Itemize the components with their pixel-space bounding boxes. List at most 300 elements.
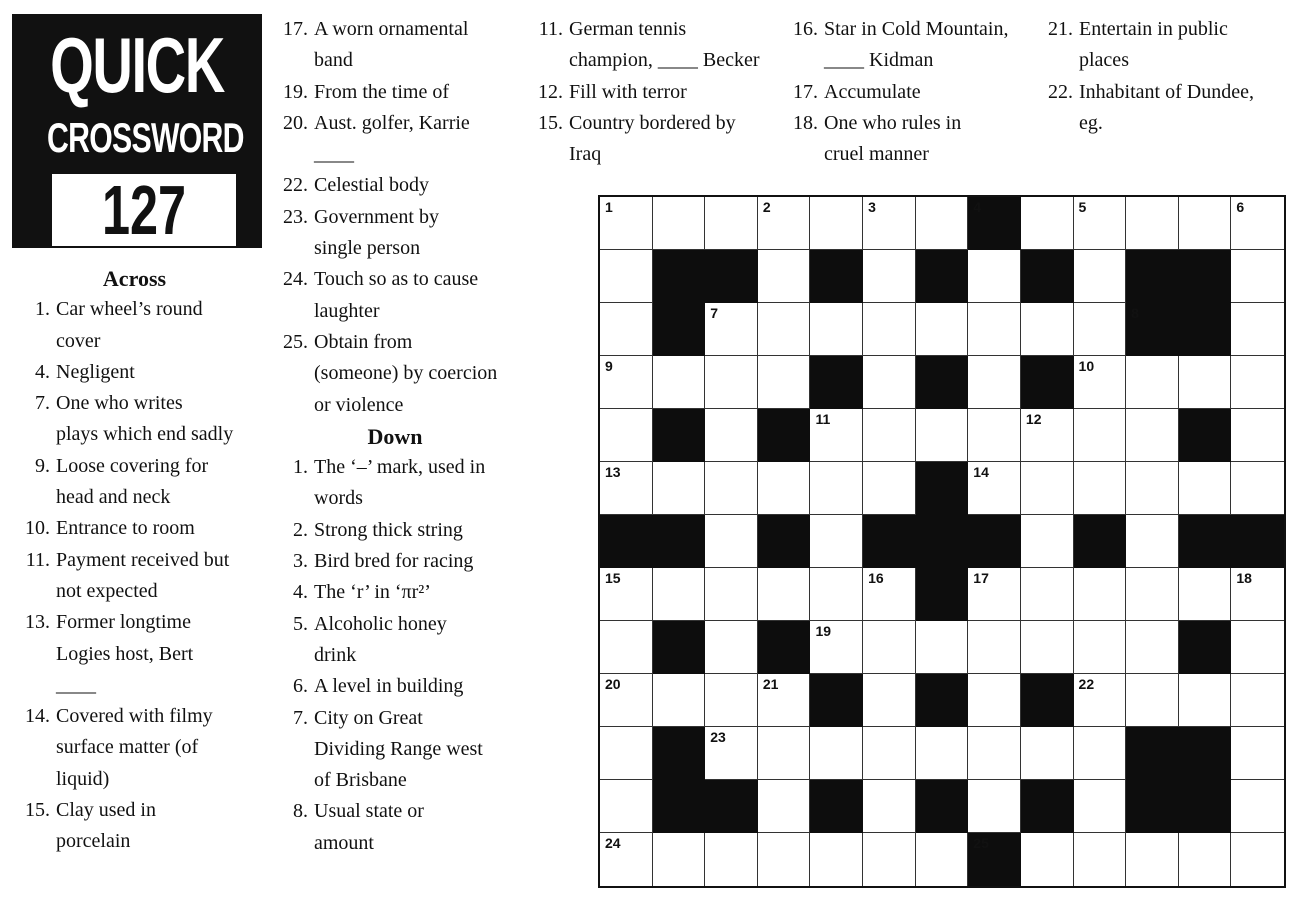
clue-item xyxy=(1035,77,1295,140)
grid-cell[interactable] xyxy=(758,780,811,833)
clue-text-line: surface matter (of xyxy=(56,736,199,759)
grid-cell[interactable] xyxy=(1179,356,1232,409)
grid-cell[interactable] xyxy=(600,833,653,886)
grid-cell-black xyxy=(653,409,706,462)
grid-cell[interactable] xyxy=(1074,780,1127,833)
clue-text-line: One who writes xyxy=(56,392,183,415)
grid-cell[interactable] xyxy=(810,409,863,462)
grid-cell[interactable] xyxy=(1126,621,1179,674)
cell-number: 2 xyxy=(762,199,771,215)
grid-cell[interactable] xyxy=(1231,462,1284,515)
cell-number: 6 xyxy=(1236,199,1245,215)
grid-cell[interactable] xyxy=(705,356,758,409)
grid-cell[interactable] xyxy=(1126,833,1179,886)
cell-number: 5 xyxy=(1078,199,1087,215)
puzzle-number-box xyxy=(52,171,236,249)
grid-cell[interactable] xyxy=(1231,409,1284,462)
crossword-grid xyxy=(598,195,1286,888)
clue-number: 12. xyxy=(538,80,563,103)
clue-text-line: Logies host, Bert xyxy=(56,642,194,665)
clue-text-line: ____ Kidman xyxy=(824,49,934,72)
clue-text-line: Fill with terror xyxy=(569,80,687,103)
clue-number: 13. xyxy=(25,611,50,634)
cell-number: 14 xyxy=(973,464,989,480)
clue-number: 7. xyxy=(293,706,308,729)
clue-item xyxy=(780,108,1035,171)
clue-item xyxy=(270,546,520,577)
clue-item xyxy=(12,357,257,388)
grid-cell-black xyxy=(758,409,811,462)
grid-cell[interactable] xyxy=(705,462,758,515)
grid-cell[interactable] xyxy=(863,250,916,303)
grid-cell[interactable] xyxy=(916,197,969,250)
clue-number: 6. xyxy=(293,675,308,698)
clue-text-line: A worn ornamental xyxy=(314,18,469,40)
clue-text-line: Iraq xyxy=(569,143,602,166)
grid-cell-black xyxy=(1179,409,1232,462)
grid-cell-black xyxy=(916,674,969,727)
grid-cell-black xyxy=(968,833,1021,886)
cell-number: 9 xyxy=(605,358,613,374)
clue-number: 14. xyxy=(25,705,50,728)
clue-text-line: Aust. golfer, Karrie xyxy=(314,111,470,134)
across-clue-list xyxy=(12,294,257,857)
clue-number: 18. xyxy=(793,111,818,134)
grid-cell[interactable] xyxy=(810,727,863,780)
grid-cell[interactable] xyxy=(1021,568,1074,621)
grid-cell-black xyxy=(705,780,758,833)
clue-item xyxy=(270,796,520,859)
clue-number: 10. xyxy=(25,517,50,540)
cell-number: 24 xyxy=(605,835,621,851)
cell-number: 23 xyxy=(710,729,726,745)
down-heading: Down xyxy=(367,423,423,449)
grid-cell-black xyxy=(916,356,969,409)
grid-cell[interactable] xyxy=(758,356,811,409)
grid-cell[interactable] xyxy=(705,833,758,886)
clue-text-line: One who rules in xyxy=(824,111,962,134)
grid-cell-black xyxy=(653,515,706,568)
grid-cell[interactable] xyxy=(916,727,969,780)
grid-cell[interactable] xyxy=(863,621,916,674)
clue-item xyxy=(525,77,780,108)
grid-cell[interactable] xyxy=(1231,568,1284,621)
grid-cell[interactable] xyxy=(863,568,916,621)
grid-cell[interactable] xyxy=(705,568,758,621)
clue-item xyxy=(270,108,520,171)
grid-cell[interactable] xyxy=(600,462,653,515)
grid-cell[interactable] xyxy=(916,303,969,356)
clue-text-line: Usual state or xyxy=(314,800,424,823)
cell-number: 18 xyxy=(1236,570,1252,586)
clue-text-line: Payment received but xyxy=(56,548,230,571)
clue-text-line: Star in Cold Mountain, xyxy=(824,18,1009,40)
clue-text-line: Country bordered by xyxy=(569,111,736,134)
clue-item xyxy=(270,515,520,546)
clue-item xyxy=(12,294,257,357)
grid-cell[interactable] xyxy=(1126,409,1179,462)
grid-cell[interactable] xyxy=(1231,356,1284,409)
grid-cell[interactable] xyxy=(600,303,653,356)
grid-cell[interactable] xyxy=(863,356,916,409)
clue-number: 8. xyxy=(293,800,308,823)
grid-cell[interactable] xyxy=(1074,727,1127,780)
grid-cell[interactable] xyxy=(653,568,706,621)
clue-number: 22. xyxy=(283,174,308,197)
clue-item xyxy=(270,202,520,265)
down-clue-list xyxy=(270,452,520,859)
grid-cell[interactable] xyxy=(863,462,916,515)
grid-cell[interactable] xyxy=(600,727,653,780)
grid-cell[interactable] xyxy=(863,197,916,250)
across-heading: Across xyxy=(102,266,167,291)
grid-cell[interactable] xyxy=(863,727,916,780)
grid-cell-black xyxy=(1126,250,1179,303)
clue-text-line: champion, ____ Becker xyxy=(569,49,760,72)
grid-cell[interactable] xyxy=(1021,409,1074,462)
clues-column-2 xyxy=(270,14,520,859)
grid-cell[interactable] xyxy=(1231,780,1284,833)
grid-cell-black xyxy=(810,780,863,833)
grid-cell-black xyxy=(916,568,969,621)
clue-number: 9. xyxy=(35,454,50,477)
grid-cell-black xyxy=(810,674,863,727)
grid-cell[interactable] xyxy=(1179,833,1232,886)
clue-number: 11. xyxy=(25,548,50,571)
grid-cell[interactable] xyxy=(758,462,811,515)
cell-number: 7 xyxy=(710,305,719,321)
grid-cell[interactable] xyxy=(810,621,863,674)
grid-cell-black xyxy=(653,780,706,833)
clue-item xyxy=(780,14,1035,77)
clue-number: 17. xyxy=(283,18,308,40)
logo-title-quick: QUICK xyxy=(50,21,224,109)
clue-text-line: band xyxy=(314,49,353,72)
clue-number: 5. xyxy=(293,612,308,635)
clue-text-line: Accumulate xyxy=(824,80,921,103)
clue-text-line: Alcoholic honey xyxy=(314,612,447,635)
grid-cell[interactable] xyxy=(1179,568,1232,621)
clue-text-line: (someone) by coercion xyxy=(314,362,498,385)
clue-text-line: ____ xyxy=(314,143,354,166)
across-clue-list xyxy=(270,14,520,421)
grid-cell-black xyxy=(1074,515,1127,568)
grid-cell[interactable] xyxy=(968,780,1021,833)
clue-text-line: amount xyxy=(314,831,374,854)
grid-cell-black xyxy=(916,462,969,515)
grid-cell[interactable] xyxy=(968,674,1021,727)
grid-cell[interactable] xyxy=(1231,621,1284,674)
cell-number: 25 xyxy=(973,835,989,851)
grid-cell[interactable] xyxy=(653,462,706,515)
grid-cell[interactable] xyxy=(1074,462,1127,515)
clue-text-line: drink xyxy=(314,643,357,666)
grid-cell[interactable] xyxy=(968,303,1021,356)
grid-cell[interactable] xyxy=(705,515,758,568)
grid-cell[interactable] xyxy=(1126,515,1179,568)
clue-text-line: Dividing Range west xyxy=(314,737,483,760)
grid-cell[interactable] xyxy=(1231,250,1284,303)
clue-number: 3. xyxy=(293,550,308,573)
grid-cell[interactable] xyxy=(600,197,653,250)
clue-text-line: German tennis xyxy=(569,18,687,40)
clue-number: 1. xyxy=(35,298,50,321)
grid-cell[interactable] xyxy=(758,250,811,303)
cell-number: 21 xyxy=(762,676,779,692)
grid-cell[interactable] xyxy=(653,674,706,727)
grid-cell[interactable] xyxy=(1021,727,1074,780)
grid-cell[interactable] xyxy=(863,409,916,462)
grid-cell[interactable] xyxy=(1074,197,1127,250)
grid-cell[interactable] xyxy=(1021,515,1074,568)
grid-cell[interactable] xyxy=(863,780,916,833)
clue-text-line: liquid) xyxy=(56,767,110,790)
grid-cell[interactable] xyxy=(1126,197,1179,250)
grid-cell[interactable] xyxy=(1074,568,1127,621)
grid-cell[interactable] xyxy=(968,409,1021,462)
grid-cell[interactable] xyxy=(758,197,811,250)
grid-cell[interactable] xyxy=(705,621,758,674)
grid-cell-black xyxy=(1179,621,1232,674)
clue-number: 16. xyxy=(793,18,818,40)
clue-text-line: porcelain xyxy=(56,830,131,853)
clue-text-line: of Brisbane xyxy=(314,769,407,792)
cell-number: 3 xyxy=(868,199,876,215)
grid-cell[interactable] xyxy=(705,409,758,462)
clue-text-line: cover xyxy=(56,329,101,352)
clue-item xyxy=(270,609,520,672)
clue-text-line: Covered with filmy xyxy=(56,705,213,728)
clue-number: 24. xyxy=(283,268,308,291)
grid-cell[interactable] xyxy=(1074,356,1127,409)
grid-cell-black xyxy=(1179,250,1232,303)
grid-cell-black xyxy=(1021,780,1074,833)
cell-number: 17 xyxy=(973,570,989,586)
grid-cell[interactable] xyxy=(705,674,758,727)
grid-cell-black xyxy=(1179,515,1232,568)
grid-cell[interactable] xyxy=(1126,356,1179,409)
clue-text-line: Negligent xyxy=(56,360,135,383)
grid-cell[interactable] xyxy=(1231,833,1284,886)
grid-cell[interactable] xyxy=(758,674,811,727)
grid-cell[interactable] xyxy=(810,197,863,250)
grid-cell[interactable] xyxy=(705,197,758,250)
grid-cell-black xyxy=(916,780,969,833)
clue-number: 22. xyxy=(1048,80,1073,103)
grid-cell-black xyxy=(1179,727,1232,780)
grid-cell[interactable] xyxy=(600,674,653,727)
grid-cell[interactable] xyxy=(1074,674,1127,727)
clue-text-line: Government by xyxy=(314,205,439,228)
grid-cell[interactable] xyxy=(1231,303,1284,356)
grid-cell-black xyxy=(1179,780,1232,833)
grid-cell-black xyxy=(1126,727,1179,780)
grid-cell[interactable] xyxy=(1179,462,1232,515)
grid-cell-black xyxy=(653,250,706,303)
clue-number: 20. xyxy=(283,111,308,134)
clue-text-line: Celestial body xyxy=(314,174,429,197)
grid-cell[interactable] xyxy=(1021,462,1074,515)
grid-cell[interactable] xyxy=(1231,674,1284,727)
clue-number: 25. xyxy=(283,330,308,353)
grid-cell[interactable] xyxy=(1231,197,1284,250)
grid-cell[interactable] xyxy=(1126,568,1179,621)
grid-cell[interactable] xyxy=(810,303,863,356)
cell-number: 12 xyxy=(1025,411,1042,427)
grid-cell[interactable] xyxy=(863,303,916,356)
clue-item xyxy=(525,14,780,77)
grid-cell[interactable] xyxy=(1074,833,1127,886)
clue-text-line: Bird bred for racing xyxy=(314,550,474,573)
clue-text-line: eg. xyxy=(1079,111,1103,134)
grid-cell[interactable] xyxy=(758,833,811,886)
clue-item xyxy=(12,795,257,858)
grid-cell[interactable] xyxy=(968,250,1021,303)
grid-cell[interactable] xyxy=(810,462,863,515)
grid-cell[interactable] xyxy=(916,621,969,674)
grid-cell[interactable] xyxy=(1074,621,1127,674)
clue-text-line: Clay used in xyxy=(56,799,156,822)
grid-cell[interactable] xyxy=(600,409,653,462)
grid-cell[interactable] xyxy=(1021,303,1074,356)
clue-item xyxy=(270,577,520,608)
down-clues-column-3 xyxy=(525,14,780,170)
grid-cell[interactable] xyxy=(916,409,969,462)
clue-item xyxy=(12,388,257,451)
grid-cell[interactable] xyxy=(600,250,653,303)
clue-item xyxy=(270,327,520,421)
clue-text-line: words xyxy=(314,487,363,510)
clue-item xyxy=(270,170,520,201)
across-clues-column-1 xyxy=(12,263,257,858)
grid-cell[interactable] xyxy=(1074,303,1127,356)
grid-cell[interactable] xyxy=(1126,674,1179,727)
crossword-logo xyxy=(12,14,262,248)
clue-number: 15. xyxy=(25,799,50,822)
clue-text-line: Obtain from xyxy=(314,330,413,353)
cell-number: 19 xyxy=(815,623,832,639)
grid-cell[interactable] xyxy=(1179,197,1232,250)
clue-number: 17. xyxy=(793,80,818,103)
grid-cell-black xyxy=(600,515,653,568)
clue-text-line: Entrance to room xyxy=(56,517,195,540)
grid-cell-black xyxy=(653,303,706,356)
grid-cell[interactable] xyxy=(1074,409,1127,462)
grid-cell[interactable] xyxy=(705,727,758,780)
clue-item xyxy=(12,513,257,544)
grid-cell-black xyxy=(1126,303,1179,356)
cell-number: 15 xyxy=(605,570,621,586)
grid-cell[interactable] xyxy=(600,568,653,621)
clue-number: 4. xyxy=(293,581,308,604)
grid-cell[interactable] xyxy=(705,303,758,356)
grid-cell[interactable] xyxy=(758,303,811,356)
cell-number: 1 xyxy=(605,199,613,215)
cell-number: 13 xyxy=(605,464,621,480)
grid-cell[interactable] xyxy=(758,727,811,780)
grid-cell-black xyxy=(653,727,706,780)
grid-cell-black xyxy=(916,515,969,568)
clue-text-line: Former longtime xyxy=(56,611,191,634)
grid-cell-black xyxy=(1126,780,1179,833)
clue-text-line: plays which end sadly xyxy=(56,423,234,446)
clue-item xyxy=(12,607,257,701)
grid-cell[interactable] xyxy=(1074,250,1127,303)
grid-cell[interactable] xyxy=(810,833,863,886)
clue-text-line: A level in building xyxy=(314,675,464,698)
clue-text-line: head and neck xyxy=(56,486,171,509)
grid-cell[interactable] xyxy=(600,621,653,674)
cell-number: 8 xyxy=(1131,305,1139,321)
grid-cell[interactable] xyxy=(600,356,653,409)
grid-cell[interactable] xyxy=(1021,833,1074,886)
grid-cell[interactable] xyxy=(968,356,1021,409)
grid-cell[interactable] xyxy=(968,727,1021,780)
grid-cell[interactable] xyxy=(1179,674,1232,727)
grid-cell-black xyxy=(653,621,706,674)
puzzle-number: 127 xyxy=(101,171,187,249)
clue-item xyxy=(270,77,520,108)
grid-cell[interactable] xyxy=(653,833,706,886)
down-clues-column-5 xyxy=(1035,14,1295,139)
grid-cell[interactable] xyxy=(968,621,1021,674)
grid-cell[interactable] xyxy=(653,197,706,250)
grid-cell[interactable] xyxy=(863,833,916,886)
clue-number: 19. xyxy=(283,80,308,103)
down-clues-column-4 xyxy=(780,14,1035,170)
clue-item xyxy=(525,108,780,171)
grid-cell[interactable] xyxy=(1231,727,1284,780)
grid-cell[interactable] xyxy=(758,568,811,621)
clue-text-line: Car wheel’s round xyxy=(56,298,203,321)
grid-cell-black xyxy=(1021,356,1074,409)
down-clue-list xyxy=(525,14,780,170)
grid-cell[interactable] xyxy=(863,674,916,727)
grid-cell[interactable] xyxy=(1126,462,1179,515)
grid-cell[interactable] xyxy=(810,515,863,568)
grid-cell[interactable] xyxy=(1021,621,1074,674)
grid-cell[interactable] xyxy=(1021,197,1074,250)
cell-number: 22 xyxy=(1078,676,1095,692)
logo-title-crossword: CROSSWORD xyxy=(47,114,244,161)
down-clue-list xyxy=(1035,14,1295,139)
clue-number: 11. xyxy=(538,18,563,40)
clue-item xyxy=(270,452,520,515)
clue-item xyxy=(12,451,257,514)
clue-item xyxy=(1035,14,1295,77)
grid-cell-black xyxy=(758,621,811,674)
clue-text-line: single person xyxy=(314,237,421,260)
clue-item xyxy=(780,77,1035,108)
grid-cell[interactable] xyxy=(916,833,969,886)
grid-cell[interactable] xyxy=(968,462,1021,515)
grid-cell-black xyxy=(863,515,916,568)
grid-cell-black xyxy=(810,250,863,303)
cell-number: 10 xyxy=(1078,358,1095,374)
clue-item xyxy=(12,701,257,795)
clue-text-line: or violence xyxy=(314,393,404,416)
clue-text-line: ____ xyxy=(56,673,96,696)
grid-cell[interactable] xyxy=(810,568,863,621)
cell-number: 16 xyxy=(868,570,884,586)
grid-cell[interactable] xyxy=(968,568,1021,621)
clue-item xyxy=(12,545,257,608)
clue-item xyxy=(270,703,520,797)
down-clue-list xyxy=(780,14,1035,170)
grid-cell[interactable] xyxy=(600,780,653,833)
grid-cell[interactable] xyxy=(653,356,706,409)
grid-cell-black xyxy=(705,250,758,303)
